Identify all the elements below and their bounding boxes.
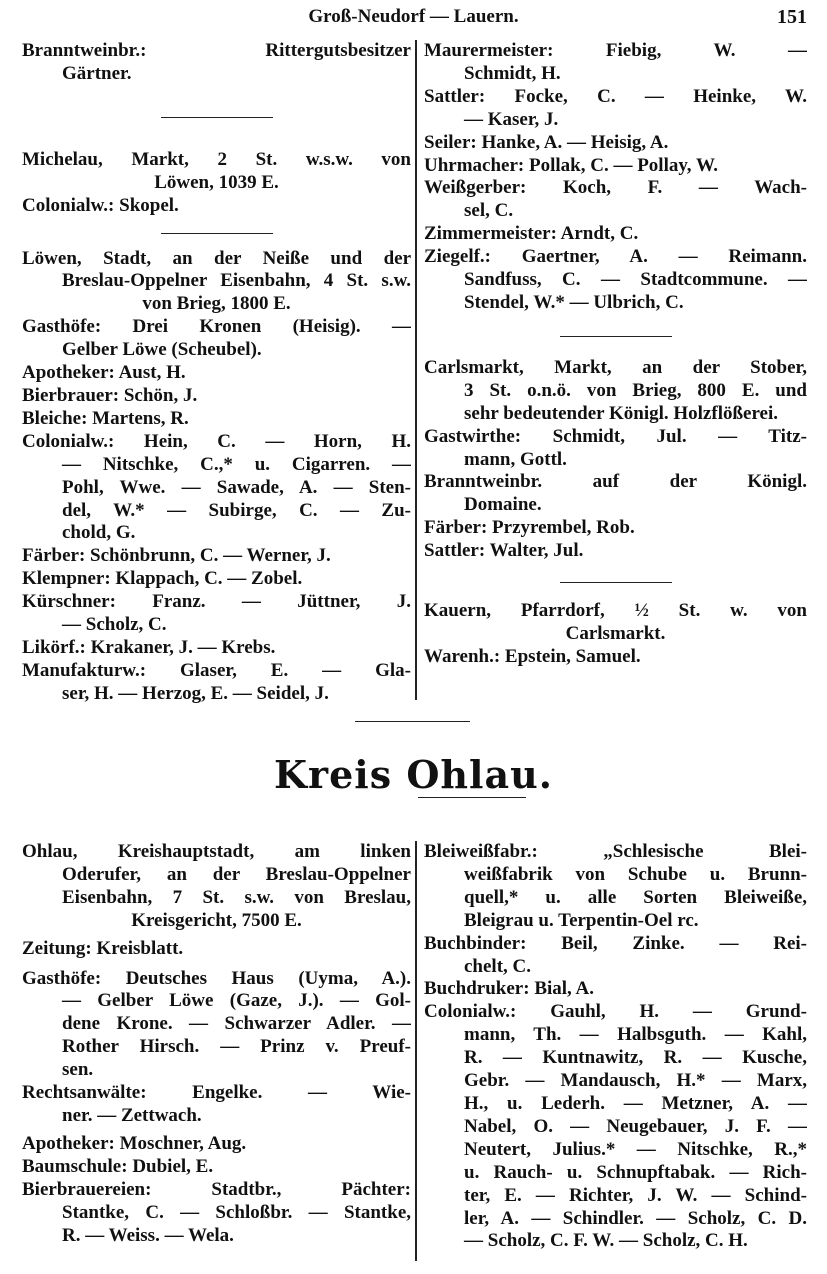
entry-line-first: Baumschule: Dubiel, E. bbox=[22, 1155, 214, 1177]
spacer bbox=[424, 315, 807, 357]
entry-line-first: Branntweinbr. auf der Königl. bbox=[424, 471, 807, 493]
directory-entry bbox=[22, 362, 411, 385]
entry-line-first: Carlsmarkt, Markt, an der Stober, bbox=[424, 356, 807, 378]
directory-entry bbox=[22, 316, 411, 362]
directory-entry bbox=[424, 426, 807, 472]
directory-entry bbox=[22, 1156, 411, 1179]
entry-line: sen. bbox=[62, 1059, 94, 1081]
page-number: 151 bbox=[777, 6, 807, 28]
entry-line: Gebr. — Mandausch, H.* — Marx, bbox=[464, 1070, 807, 1092]
entry-line-first: Bierbrauer: Schön, J. bbox=[22, 384, 198, 406]
entry-line: Neutert, Julius.* — Nitschke, R.,* bbox=[464, 1138, 807, 1160]
entry-line: R. — Weiss. — Wela. bbox=[62, 1224, 234, 1246]
directory-entry bbox=[22, 1179, 411, 1248]
entry-line: — Gelber Löwe (Gaze, J.). — Gol- bbox=[62, 990, 411, 1012]
entry-line: Sandfuss, C. — Stadtcommune. — bbox=[464, 269, 807, 291]
directory-entry bbox=[424, 841, 807, 933]
entry-line: chelt, C. bbox=[464, 955, 532, 977]
directory-entry bbox=[22, 591, 411, 637]
directory-entry bbox=[22, 1133, 411, 1156]
entry-line: ter, E. — Richter, J. W. — Schind- bbox=[464, 1184, 807, 1206]
entry-line-first: Rechtsanwälte: Engelke. — Wie- bbox=[22, 1082, 411, 1104]
entry-line: Nabel, O. — Neugebauer, J. F. — bbox=[464, 1115, 807, 1137]
entry-line-first: Buchdruker: Bial, A. bbox=[424, 978, 594, 1000]
entry-line: mann, Th. — Halbsguth. — Kahl, bbox=[464, 1024, 807, 1046]
entry-line-centered: von Brieg, 1800 E. bbox=[142, 293, 291, 315]
entry-line-first: Colonialw.: Skopel. bbox=[22, 194, 179, 216]
entry-line: del, W.* — Subirge, C. — Zu- bbox=[62, 499, 411, 521]
entry-line: — Nitschke, C.,* u. Cigarren. — bbox=[62, 453, 411, 475]
bottom-right-column bbox=[424, 841, 807, 1253]
directory-entry bbox=[22, 660, 411, 706]
entry-line-first: Färber: Schönbrunn, C. — Werner, J. bbox=[22, 545, 331, 567]
running-title: Groß-Neudorf — Lauern. bbox=[308, 6, 519, 27]
entry-line: H., u. Lederh. — Metzner, A. — bbox=[464, 1092, 807, 1114]
entry-line: 3 St. o.n.ö. von Brieg, 800 E. und bbox=[464, 379, 807, 401]
entry-line-first: Ohlau, Kreishauptstadt, am linken bbox=[22, 841, 411, 862]
directory-entry bbox=[424, 1001, 807, 1253]
directory-entry bbox=[22, 408, 411, 431]
spacer bbox=[22, 1128, 411, 1133]
entry-line: chold, G. bbox=[62, 522, 136, 544]
entry-divider bbox=[560, 336, 672, 337]
directory-entry bbox=[22, 195, 411, 218]
entry-line-first: Manufakturw.: Glaser, E. — Gla- bbox=[22, 659, 411, 681]
entry-line: Breslau-Oppelner Eisenbahn, 4 St. s.w. bbox=[62, 270, 411, 292]
directory-entry bbox=[424, 933, 807, 979]
entry-line: Domaine. bbox=[464, 494, 542, 516]
running-header bbox=[0, 2, 827, 30]
entry-line-first: Zeitung: Kreisblatt. bbox=[22, 937, 184, 959]
directory-entry bbox=[424, 471, 807, 517]
entry-line: Eisenbahn, 7 St. s.w. von Breslau, bbox=[62, 886, 411, 908]
entry-line: Gärtner. bbox=[62, 62, 132, 84]
entry-line-first: Apotheker: Moschner, Aug. bbox=[22, 1132, 247, 1154]
entry-line-first: Apotheker: Aust, H. bbox=[22, 362, 186, 384]
spacer bbox=[22, 218, 411, 248]
directory-entry bbox=[424, 646, 807, 669]
directory-entry bbox=[22, 40, 411, 86]
entry-line-first: Michelau, Markt, 2 St. w.s.w. von bbox=[22, 148, 411, 170]
section-divider bbox=[355, 721, 470, 722]
entry-line-first: Färber: Przyrembel, Rob. bbox=[424, 517, 635, 539]
spacer bbox=[22, 933, 411, 938]
directory-entry bbox=[424, 223, 807, 246]
directory-entry bbox=[424, 155, 807, 178]
directory-entry bbox=[22, 545, 411, 568]
entry-line-first: Bleiweißfabr.: „Schlesische Blei- bbox=[424, 841, 807, 862]
directory-entry bbox=[22, 568, 411, 591]
entry-line-first: Zimmermeister: Arndt, C. bbox=[424, 223, 639, 245]
directory-entry bbox=[22, 938, 411, 961]
directory-entry bbox=[22, 431, 411, 546]
entry-divider bbox=[161, 233, 273, 234]
directory-entry bbox=[22, 637, 411, 660]
entry-line-first: Sattler: Focke, C. — Heinke, W. bbox=[424, 85, 807, 107]
entry-line-first: Bleiche: Martens, R. bbox=[22, 407, 189, 429]
entry-line: dene Krone. — Schwarzer Adler. — bbox=[62, 1013, 411, 1035]
entry-line-first: Likörf.: Krakaner, J. — Krebs. bbox=[22, 636, 276, 658]
entry-line-first: Weißgerber: Koch, F. — Wach- bbox=[424, 177, 807, 199]
directory-entry bbox=[424, 177, 807, 223]
entry-line: ser, H. — Herzog, E. — Seidel, J. bbox=[62, 682, 329, 704]
entry-line: Schmidt, H. bbox=[464, 62, 561, 84]
directory-entry bbox=[22, 248, 411, 317]
entry-line: — Scholz, C. bbox=[62, 614, 167, 636]
entry-line-first: Warenh.: Epstein, Samuel. bbox=[424, 645, 641, 667]
entry-divider bbox=[560, 582, 672, 583]
entry-line: Gelber Löwe (Scheubel). bbox=[62, 339, 262, 361]
directory-entry bbox=[424, 40, 807, 86]
entry-line-first: Gasthöfe: Deutsches Haus (Uyma, A.). bbox=[22, 967, 411, 989]
entry-line-first: Sattler: Walter, Jul. bbox=[424, 540, 584, 562]
entry-line: Bleigrau u. Terpentin-Oel rc. bbox=[464, 909, 699, 931]
entry-line: — Kaser, J. bbox=[464, 108, 559, 130]
entry-line-first: Löwen, Stadt, an der Neiße und der bbox=[22, 247, 411, 269]
directory-entry bbox=[424, 86, 807, 132]
entry-line-first: Kürschner: Franz. — Jüttner, J. bbox=[22, 591, 411, 613]
entry-line: Oderufer, an der Breslau-Oppelner bbox=[62, 863, 411, 885]
top-right-column bbox=[424, 40, 807, 669]
directory-entry bbox=[22, 841, 411, 933]
entry-line: ner. — Zettwach. bbox=[62, 1104, 202, 1126]
spacer bbox=[424, 563, 807, 600]
directory-entry bbox=[424, 978, 807, 1001]
entry-line: Pohl, Wwe. — Sawade, A. — Sten- bbox=[62, 476, 411, 498]
entry-line: Stantke, C. — Schloßbr. — Stantke, bbox=[62, 1201, 411, 1223]
entry-line-first: Uhrmacher: Pollak, C. — Pollay, W. bbox=[424, 154, 718, 176]
entry-line: — Scholz, C. F. W. — Scholz, C. H. bbox=[464, 1230, 748, 1252]
column-divider-top bbox=[415, 40, 417, 700]
directory-entry bbox=[424, 246, 807, 315]
entry-line: sel, C. bbox=[464, 200, 514, 222]
directory-entry bbox=[424, 517, 807, 540]
entry-line: mann, Gottl. bbox=[464, 448, 567, 470]
entry-line: ler, A. — Schindler. — Scholz, C. D. bbox=[464, 1207, 807, 1229]
entry-line-first: Maurermeister: Fiebig, W. — bbox=[424, 40, 807, 61]
entry-line-centered: Löwen, 1039 E. bbox=[154, 171, 279, 193]
entry-line: Stendel, W.* — Ulbrich, C. bbox=[464, 291, 684, 313]
entry-line: R. — Kuntnawitz, R. — Kusche, bbox=[464, 1047, 807, 1069]
title-underline bbox=[418, 797, 526, 798]
entry-line-first: Bierbrauereien: Stadtbr., Pächter: bbox=[22, 1178, 411, 1200]
entry-line-centered: Kreisgericht, 7500 E. bbox=[131, 909, 302, 931]
entry-divider bbox=[161, 117, 273, 118]
entry-line: quell,* u. alle Sorten Bleiweiße, bbox=[464, 886, 807, 908]
entry-line: weißfabrik von Schube u. Brunn- bbox=[464, 863, 807, 885]
entry-line-first: Seiler: Hanke, A. — Heisig, A. bbox=[424, 131, 669, 153]
directory-entry bbox=[22, 149, 411, 195]
bottom-left-column bbox=[22, 841, 411, 1247]
entry-line-first: Colonialw.: Hein, C. — Horn, H. bbox=[22, 430, 411, 452]
directory-entry bbox=[424, 600, 807, 646]
directory-entry bbox=[424, 132, 807, 155]
entry-line-first: Gasthöfe: Drei Kronen (Heisig). — bbox=[22, 316, 411, 338]
entry-line-centered: Carlsmarkt. bbox=[565, 622, 666, 644]
entry-line-first: Colonialw.: Gauhl, H. — Grund- bbox=[424, 1001, 807, 1023]
entry-line-first: Kauern, Pfarrdorf, ½ St. w. von bbox=[424, 600, 807, 622]
entry-line-first: Branntweinbr.: Rittergutsbesitzer bbox=[22, 40, 411, 61]
entry-line-first: Gastwirthe: Schmidt, Jul. — Titz- bbox=[424, 425, 807, 447]
top-left-column bbox=[22, 40, 411, 706]
entry-line-first: Ziegelf.: Gaertner, A. — Reimann. bbox=[424, 246, 807, 268]
entry-line: Rother Hirsch. — Prinz v. Preuf- bbox=[62, 1036, 411, 1058]
directory-entry bbox=[22, 968, 411, 1083]
entry-line-first: Buchbinder: Beil, Zinke. — Rei- bbox=[424, 932, 807, 954]
spacer bbox=[22, 961, 411, 968]
directory-entry bbox=[22, 385, 411, 408]
entry-line-first: Klempner: Klappach, C. — Zobel. bbox=[22, 568, 303, 590]
entry-line: sehr bedeutender Königl. Holzflößerei. bbox=[464, 402, 779, 424]
entry-line: u. Rauch- u. Schnupftabak. — Rich- bbox=[464, 1161, 807, 1183]
section-title: Kreis Ohlau. bbox=[274, 752, 553, 797]
spacer bbox=[22, 86, 411, 149]
directory-entry bbox=[22, 1082, 411, 1128]
directory-entry bbox=[424, 540, 807, 563]
column-divider-bottom bbox=[415, 841, 417, 1261]
directory-entry bbox=[424, 357, 807, 426]
